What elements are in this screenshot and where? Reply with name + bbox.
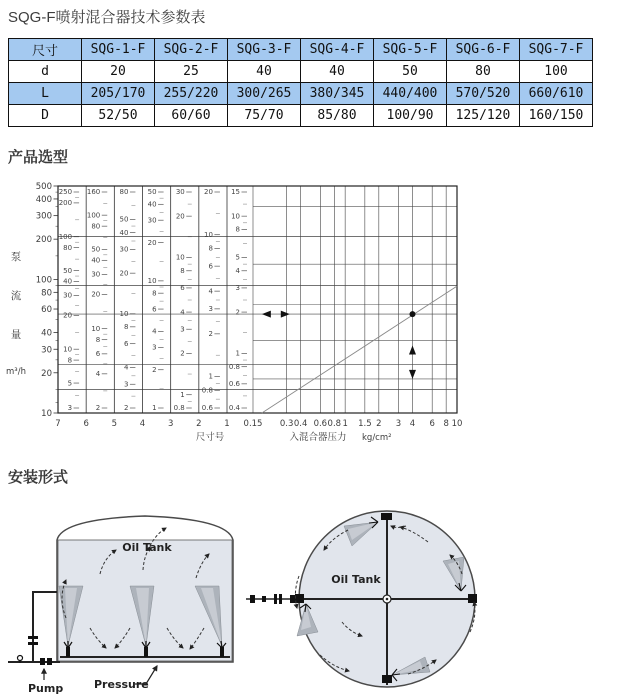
pressure-tick-label: 3	[395, 419, 402, 429]
table-cell: 50	[374, 61, 447, 83]
pressure-tick-label: 0.6	[313, 419, 328, 429]
svg-text:6: 6	[180, 284, 185, 293]
selection-chart	[0, 176, 510, 451]
pressure-tick-label: 6	[429, 419, 435, 429]
pump-label: Pump	[28, 682, 64, 695]
svg-text:2: 2	[95, 404, 101, 413]
svg-text:3: 3	[180, 325, 185, 334]
nomograph-chart	[0, 176, 510, 446]
svg-text:4: 4	[208, 287, 213, 296]
flow-tick-label: 30	[41, 345, 52, 356]
svg-text:10: 10	[203, 230, 213, 239]
tank-label: Oil Tank	[331, 573, 381, 586]
svg-text:6: 6	[95, 350, 101, 359]
svg-text:5: 5	[67, 379, 73, 388]
svg-text:8: 8	[67, 356, 73, 365]
pump-pipe	[8, 592, 60, 662]
svg-text:4: 4	[95, 370, 101, 379]
table-cell: D	[9, 105, 82, 127]
table-cell: 85/80	[301, 105, 374, 127]
flow-tick-label: 100	[35, 275, 52, 286]
table-cell: 570/520	[447, 83, 520, 105]
down-arrow	[409, 370, 416, 379]
pipe-joint-dot	[386, 598, 389, 601]
svg-text:10: 10	[63, 345, 73, 354]
table-cell: 25	[155, 61, 228, 83]
svg-text:8: 8	[235, 225, 240, 234]
flow-tick-label: 500	[35, 182, 52, 192]
size-scale	[229, 188, 247, 412]
svg-text:20: 20	[203, 188, 213, 197]
table-cell: 380/345	[301, 83, 374, 105]
svg-text:80: 80	[91, 222, 101, 231]
svg-text:2: 2	[180, 349, 185, 358]
svg-text:50: 50	[63, 266, 73, 275]
table-cell: L	[9, 83, 82, 105]
table-cell: 60/60	[155, 105, 228, 127]
table-header-cell: SQG-4-F	[301, 39, 374, 61]
table-cell: d	[9, 61, 82, 83]
size-tick-label: 1	[224, 419, 230, 429]
nomograph-plot	[6, 182, 462, 443]
svg-text:160: 160	[86, 188, 101, 197]
svg-text:20: 20	[175, 212, 185, 221]
left-arrow	[262, 311, 271, 318]
svg-text:40: 40	[91, 256, 101, 265]
size-tick-label: 2	[196, 419, 202, 429]
size-scale	[174, 188, 192, 412]
table-cell: 75/70	[228, 105, 301, 127]
table-header-cell: SQG-7-F	[520, 39, 593, 61]
side-view-diagram	[8, 516, 233, 695]
table-cell: 52/50	[82, 105, 155, 127]
svg-text:6: 6	[152, 305, 157, 314]
size-scale	[202, 188, 220, 412]
svg-text:2: 2	[152, 365, 157, 374]
table-cell: 20	[82, 61, 155, 83]
flow-tick-label: 400	[35, 194, 52, 205]
svg-text:3: 3	[67, 404, 73, 413]
svg-text:2: 2	[123, 404, 129, 413]
x-axis-right-unit: kg/cm²	[362, 433, 392, 443]
svg-text:0.8: 0.8	[201, 386, 213, 395]
table-header-cell: SQG-3-F	[228, 39, 301, 61]
top-view-diagram	[246, 511, 477, 687]
pressure-tick-label: 4	[409, 419, 416, 429]
svg-text:10: 10	[147, 277, 157, 286]
svg-text:6: 6	[208, 262, 213, 271]
svg-text:40: 40	[63, 277, 73, 286]
svg-text:8: 8	[180, 266, 185, 275]
table-header-cell: SQG-2-F	[155, 39, 228, 61]
svg-text:30: 30	[63, 291, 73, 300]
svg-text:1: 1	[180, 390, 185, 399]
svg-text:3: 3	[235, 284, 240, 293]
svg-text:8: 8	[95, 335, 101, 344]
svg-text:0.8: 0.8	[228, 362, 240, 371]
svg-text:5: 5	[235, 253, 240, 262]
svg-text:20: 20	[63, 311, 73, 320]
svg-text:10: 10	[91, 324, 101, 333]
svg-text:0.8: 0.8	[173, 404, 185, 413]
svg-text:8: 8	[152, 289, 157, 298]
svg-text:30: 30	[119, 245, 129, 254]
table-cell: 160/150	[520, 105, 593, 127]
table-header-cell: SQG-1-F	[82, 39, 155, 61]
spec-table	[8, 38, 593, 127]
pressure-tick-label: 0.15	[243, 419, 263, 429]
table-row	[9, 61, 593, 83]
selection-diagonal	[262, 286, 457, 413]
svg-text:40: 40	[147, 200, 157, 209]
svg-text:1: 1	[208, 372, 213, 381]
svg-text:4: 4	[152, 327, 157, 336]
pressure-tick-label: 8	[443, 419, 449, 429]
svg-text:20: 20	[91, 290, 101, 299]
flow-tick-label: 300	[35, 211, 52, 222]
size-tick-label: 5	[111, 419, 118, 429]
pressure-tick-label: 0.4	[293, 419, 308, 429]
tank-label: Oil Tank	[122, 541, 172, 554]
svg-text:4: 4	[235, 266, 240, 275]
svg-text:30: 30	[91, 270, 101, 279]
svg-text:6: 6	[123, 339, 129, 348]
svg-text:30: 30	[175, 188, 185, 197]
table-header-row	[9, 39, 593, 61]
table-cell: 125/120	[447, 105, 520, 127]
pressure-tick-label: 10	[451, 419, 463, 429]
svg-text:40: 40	[119, 228, 129, 237]
svg-text:10: 10	[175, 253, 185, 262]
flow-tick-label: 200	[35, 235, 52, 246]
svg-text:20: 20	[147, 238, 157, 247]
table-cell: 660/610	[520, 83, 593, 105]
svg-text:10: 10	[231, 212, 240, 221]
section-heading-selection: 产品选型	[8, 149, 69, 166]
table-row	[9, 83, 593, 105]
size-scale	[119, 188, 135, 412]
size-tick-label: 4	[139, 419, 146, 429]
flow-tick-label: 40	[41, 328, 52, 339]
svg-text:3: 3	[208, 305, 213, 314]
y-axis-title: 泵	[10, 251, 22, 263]
flow-tick-label: 10	[41, 409, 52, 419]
table-cell: 300/265	[228, 83, 301, 105]
svg-text:200: 200	[58, 199, 73, 208]
svg-text:250: 250	[58, 188, 73, 197]
svg-text:3: 3	[123, 380, 129, 389]
svg-text:2: 2	[208, 330, 213, 339]
x-axis-left-title: 尺寸号	[195, 432, 225, 443]
page-title: SQG-F喷射混合器技术参数表	[8, 9, 206, 26]
up-arrow	[409, 346, 416, 355]
svg-text:100: 100	[58, 232, 73, 241]
selection-point	[409, 311, 415, 317]
svg-text:4: 4	[180, 308, 185, 317]
table-cell: 80	[447, 61, 520, 83]
size-tick-label: 7	[55, 419, 61, 429]
svg-text:8: 8	[123, 323, 129, 332]
flow-tick-label: 80	[41, 288, 52, 299]
pressure-tick-label: 0.3	[279, 419, 294, 429]
svg-text:10: 10	[119, 309, 129, 318]
svg-text:3: 3	[152, 343, 157, 352]
svg-text:15: 15	[231, 188, 240, 197]
svg-text:0.6: 0.6	[201, 404, 213, 413]
svg-text:1: 1	[152, 404, 157, 413]
svg-text:50: 50	[91, 245, 101, 254]
size-tick-label: 6	[83, 419, 89, 429]
table-row	[9, 105, 593, 127]
y-axis-title: 流	[10, 290, 22, 302]
table-cell: 100	[520, 61, 593, 83]
installation-diagrams-svg	[0, 500, 622, 695]
pressure-tick-label: 2	[376, 419, 382, 429]
table-header-cell: SQG-5-F	[374, 39, 447, 61]
pressure-tick-label: 1	[342, 419, 348, 429]
table-cell: 440/400	[374, 83, 447, 105]
svg-text:50: 50	[119, 215, 129, 224]
svg-text:0.6: 0.6	[228, 380, 240, 389]
y-axis-unit: m³/h	[6, 367, 26, 377]
table-cell: 255/220	[155, 83, 228, 105]
flow-tick-label: 20	[41, 368, 52, 379]
pressure-tick-label: 0.8	[327, 419, 342, 429]
flow-tick-label: 60	[41, 305, 52, 316]
table-cell: 40	[301, 61, 374, 83]
table-header-cell: 尺寸	[9, 39, 82, 61]
installation-diagrams	[0, 500, 622, 695]
pressure-tick-label: 1.5	[358, 419, 372, 429]
svg-text:30: 30	[147, 216, 157, 225]
svg-text:2: 2	[235, 308, 240, 317]
section-heading-install: 安装形式	[8, 469, 69, 486]
size-scale	[148, 188, 164, 412]
svg-text:80: 80	[63, 243, 73, 252]
svg-text:20: 20	[119, 269, 129, 278]
size-tick-label: 3	[167, 419, 174, 429]
x-axis-right-title: 入混合器压力	[289, 432, 347, 443]
y-axis-title: 量	[10, 329, 22, 341]
svg-text:4: 4	[123, 363, 129, 372]
svg-text:8: 8	[208, 244, 213, 253]
size-scale	[59, 188, 79, 412]
pressure-label: Pressure	[94, 678, 149, 691]
size-scale	[87, 188, 107, 412]
table-cell: 40	[228, 61, 301, 83]
right-arrow	[281, 311, 290, 318]
table-cell: 205/170	[82, 83, 155, 105]
svg-text:1: 1	[235, 349, 240, 358]
table-cell: 100/90	[374, 105, 447, 127]
svg-text:50: 50	[147, 188, 157, 197]
svg-text:80: 80	[119, 188, 129, 197]
svg-text:100: 100	[86, 211, 101, 220]
table-header-cell: SQG-6-F	[447, 39, 520, 61]
svg-text:0.4: 0.4	[228, 404, 240, 413]
